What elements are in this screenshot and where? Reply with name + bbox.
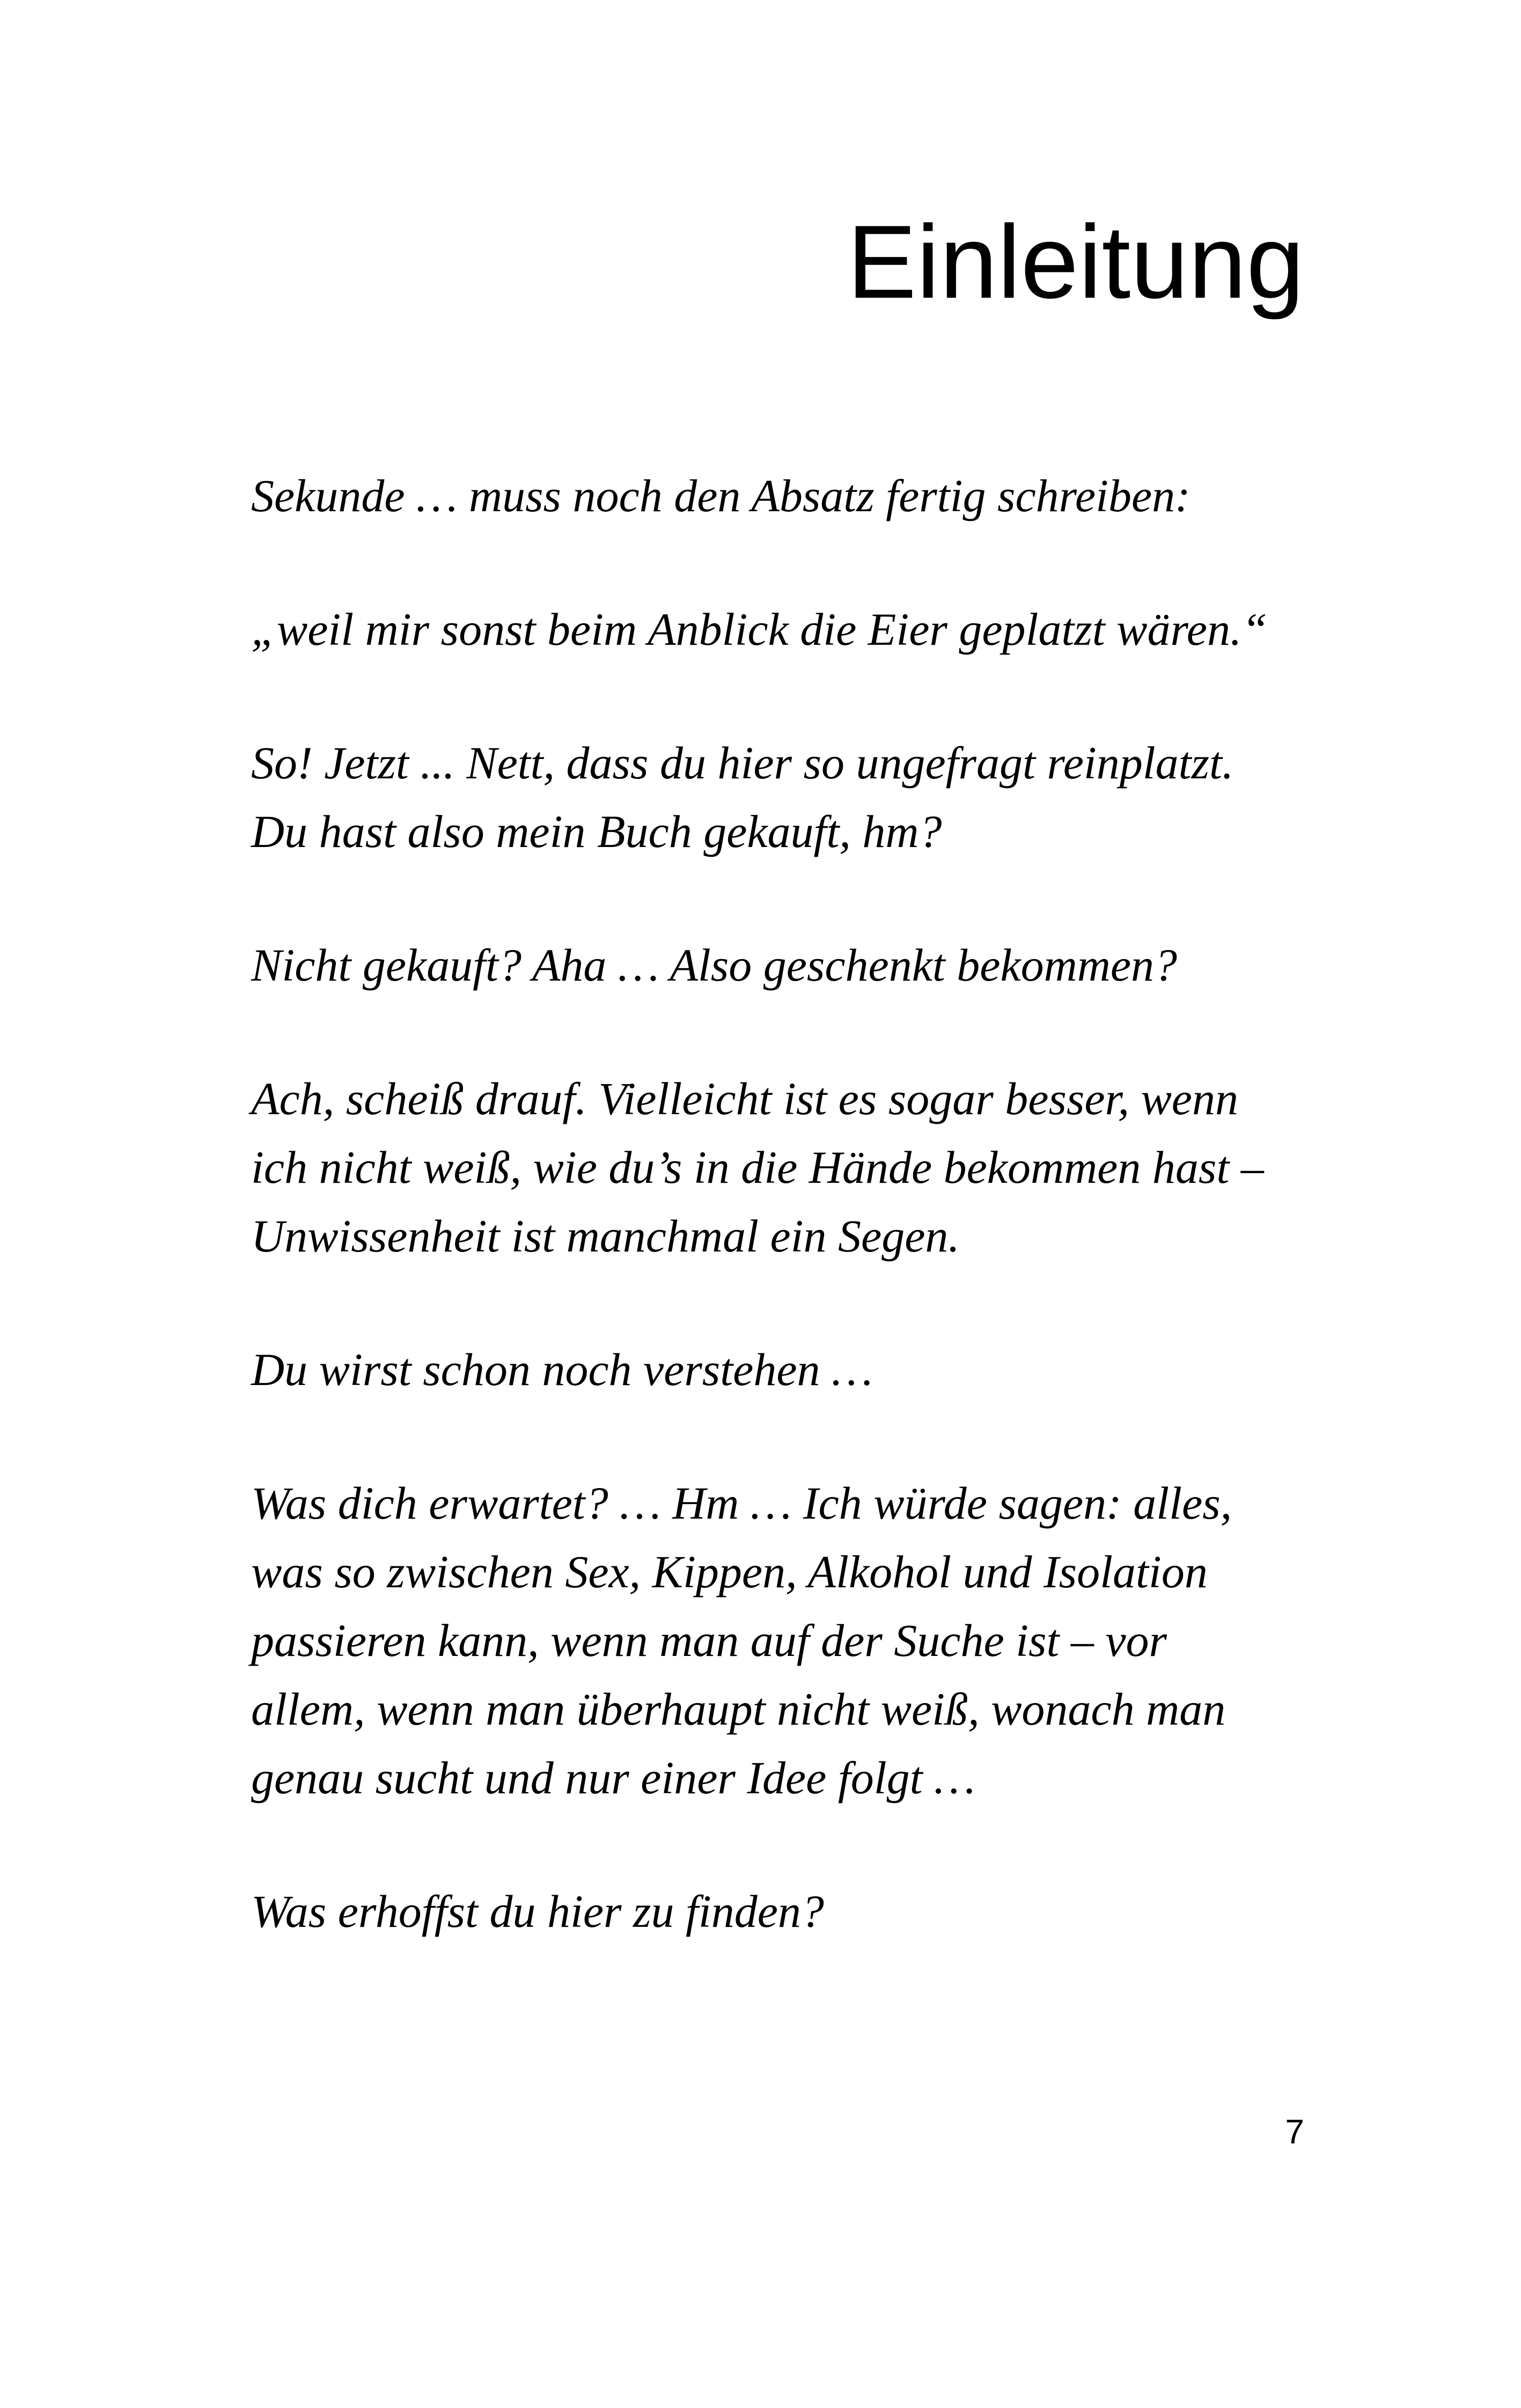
text-line: ich nicht weiß, wie du’s in die Hände bekommen hast – bbox=[251, 1142, 1264, 1193]
paragraph-4 bbox=[251, 931, 1324, 999]
text-line: Sekunde … muss noch den Absatz fertig schreiben: bbox=[251, 470, 1191, 521]
text-line: So! Jetzt ... Nett, dass du hier so ungefragt reinplatzt. bbox=[251, 737, 1234, 789]
text-line: passieren kann, wenn man auf der Suche ist – vor bbox=[251, 1615, 1167, 1666]
paragraph-7 bbox=[251, 1469, 1324, 1812]
text-line: Du wirst schon noch verstehen … bbox=[251, 1344, 873, 1395]
paragraph-2 bbox=[251, 595, 1324, 664]
text-line: Ach, scheiß drauf. Vielleicht ist es sogar besser, wenn bbox=[251, 1073, 1238, 1124]
chapter-title: Einleitung bbox=[847, 204, 1304, 320]
paragraph-8 bbox=[251, 1877, 1324, 1946]
page-number: 7 bbox=[1285, 2112, 1304, 2151]
text-line: genau sucht und nur einer Idee folgt … bbox=[251, 1752, 975, 1803]
text-line: was so zwischen Sex, Kippen, Alkohol und Isolation bbox=[251, 1546, 1208, 1597]
text-line: allem, wenn man überhaupt nicht weiß, wonach man bbox=[251, 1683, 1226, 1735]
text-line: Was erhoffst du hier zu finden? bbox=[251, 1886, 824, 1937]
chapter-body bbox=[251, 461, 1324, 2011]
text-line: Was dich erwartet? … Hm … Ich würde sagen: alles, bbox=[251, 1477, 1232, 1529]
text-line: Du hast also mein Buch gekauft, hm? bbox=[251, 806, 942, 857]
paragraph-3 bbox=[251, 728, 1324, 866]
text-line: Unwissenheit ist manchmal ein Segen. bbox=[251, 1210, 960, 1262]
text-line: Nicht gekauft? Aha … Also geschenkt bekommen? bbox=[251, 939, 1178, 991]
paragraph-6 bbox=[251, 1335, 1324, 1404]
paragraph-1 bbox=[251, 461, 1324, 530]
paragraph-5 bbox=[251, 1064, 1324, 1270]
text-line: „weil mir sonst beim Anblick die Eier geplatzt wären.“ bbox=[251, 603, 1268, 655]
